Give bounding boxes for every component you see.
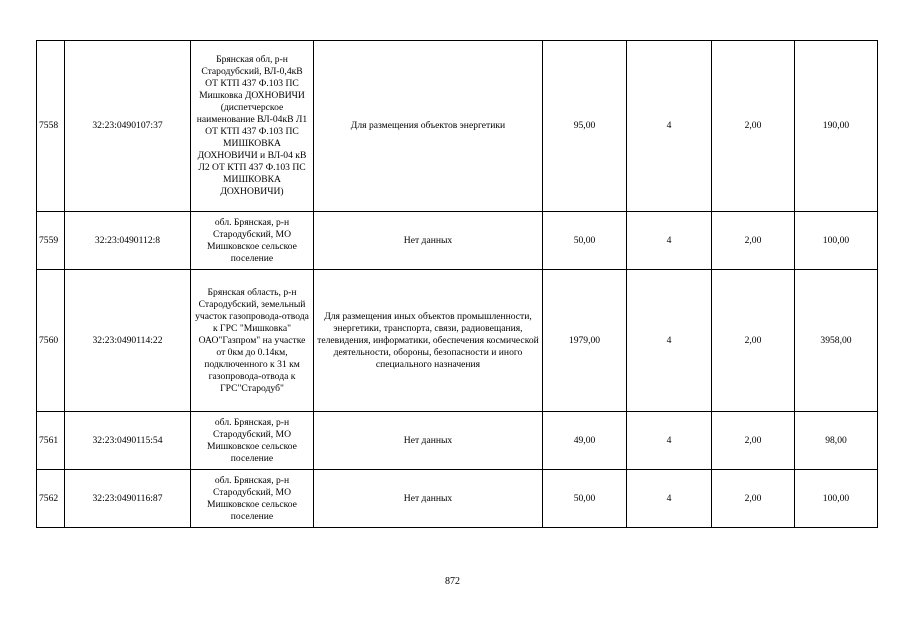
total: 100,00 — [795, 212, 878, 270]
address-text: обл. Брянская, р-н Стародубский, МО Мишковское сельское поселение — [207, 416, 297, 464]
row-number: 7562 — [37, 470, 65, 528]
rate: 2,00 — [712, 270, 795, 412]
address-text: обл. Брянская, р-н Стародубский, МО Мишковское сельское поселение — [207, 216, 297, 264]
permitted-use: Для размещения объектов энергетики — [314, 41, 543, 212]
rate: 2,00 — [712, 41, 795, 212]
cadastral-number: 32:23:0490107:37 — [65, 41, 191, 212]
page-number: 872 — [445, 576, 460, 587]
row-number: 7558 — [37, 41, 65, 212]
area: 49,00 — [543, 412, 627, 470]
address — [191, 41, 314, 212]
address-text: Брянская обл, р-н Стародубский, ВЛ-0,4кВ ОТ КТП 437 Ф.103 ПС Мишковка ДОХНОВИЧИ (диспетчерское наименование ВЛ-04кВ Л1 ОТ КТП 437 Ф.103 ПС МИШКОВКА ДОХНОВИЧИ и ВЛ-04 кВ Л2 ОТ КТП 437 Ф.103 ПС МИШКОВКА ДОХНОВИЧИ) — [196, 54, 308, 197]
group: 4 — [627, 412, 712, 470]
permitted-use — [314, 270, 543, 412]
table-row — [37, 470, 878, 528]
total: 190,00 — [795, 41, 878, 212]
address — [191, 470, 314, 528]
cadastral-number: 32:23:0490112:8 — [65, 212, 191, 270]
area: 50,00 — [543, 470, 627, 528]
group: 4 — [627, 41, 712, 212]
row-number: 7559 — [37, 212, 65, 270]
rate: 2,00 — [712, 212, 795, 270]
address-text: обл. Брянская, р-н Стародубский, МО Мишковское сельское поселение — [207, 474, 297, 522]
land-plots-table — [36, 40, 878, 528]
permitted-use: Нет данных — [314, 412, 543, 470]
area: 1979,00 — [543, 270, 627, 412]
rate: 2,00 — [712, 412, 795, 470]
cadastral-number: 32:23:0490116:87 — [65, 470, 191, 528]
cadastral-number: 32:23:0490114:22 — [65, 270, 191, 412]
address — [191, 270, 314, 412]
permitted-use: Нет данных — [314, 470, 543, 528]
address — [191, 412, 314, 470]
row-number: 7560 — [37, 270, 65, 412]
permitted-use: Нет данных — [314, 212, 543, 270]
rate: 2,00 — [712, 470, 795, 528]
permitted-use-text: Для размещения иных объектов промышленности, энергетики, транспорта, связи, радиовещания, телевидения, информатики, обеспечения космической деятельности, обороны, безопасности и иного специального назначения — [317, 310, 539, 370]
area: 50,00 — [543, 212, 627, 270]
table-row — [37, 270, 878, 412]
group: 4 — [627, 212, 712, 270]
row-number: 7561 — [37, 412, 65, 470]
area: 95,00 — [543, 41, 627, 212]
table-row — [37, 41, 878, 212]
address-text: Брянская область, р-н Стародубский, земельный участок газопровода-отвода к ГРС "Мишковка" ОАО"Газпром" на участке от 0км до 0.14км, подключенного к 31 км газопровода-отвода к ГРС"Стародуб" — [195, 286, 309, 394]
cadastral-number: 32:23:0490115:54 — [65, 412, 191, 470]
total: 98,00 — [795, 412, 878, 470]
total: 100,00 — [795, 470, 878, 528]
table-row — [37, 212, 878, 270]
table-row — [37, 412, 878, 470]
address — [191, 212, 314, 270]
total: 3958,00 — [795, 270, 878, 412]
group: 4 — [627, 470, 712, 528]
group: 4 — [627, 270, 712, 412]
